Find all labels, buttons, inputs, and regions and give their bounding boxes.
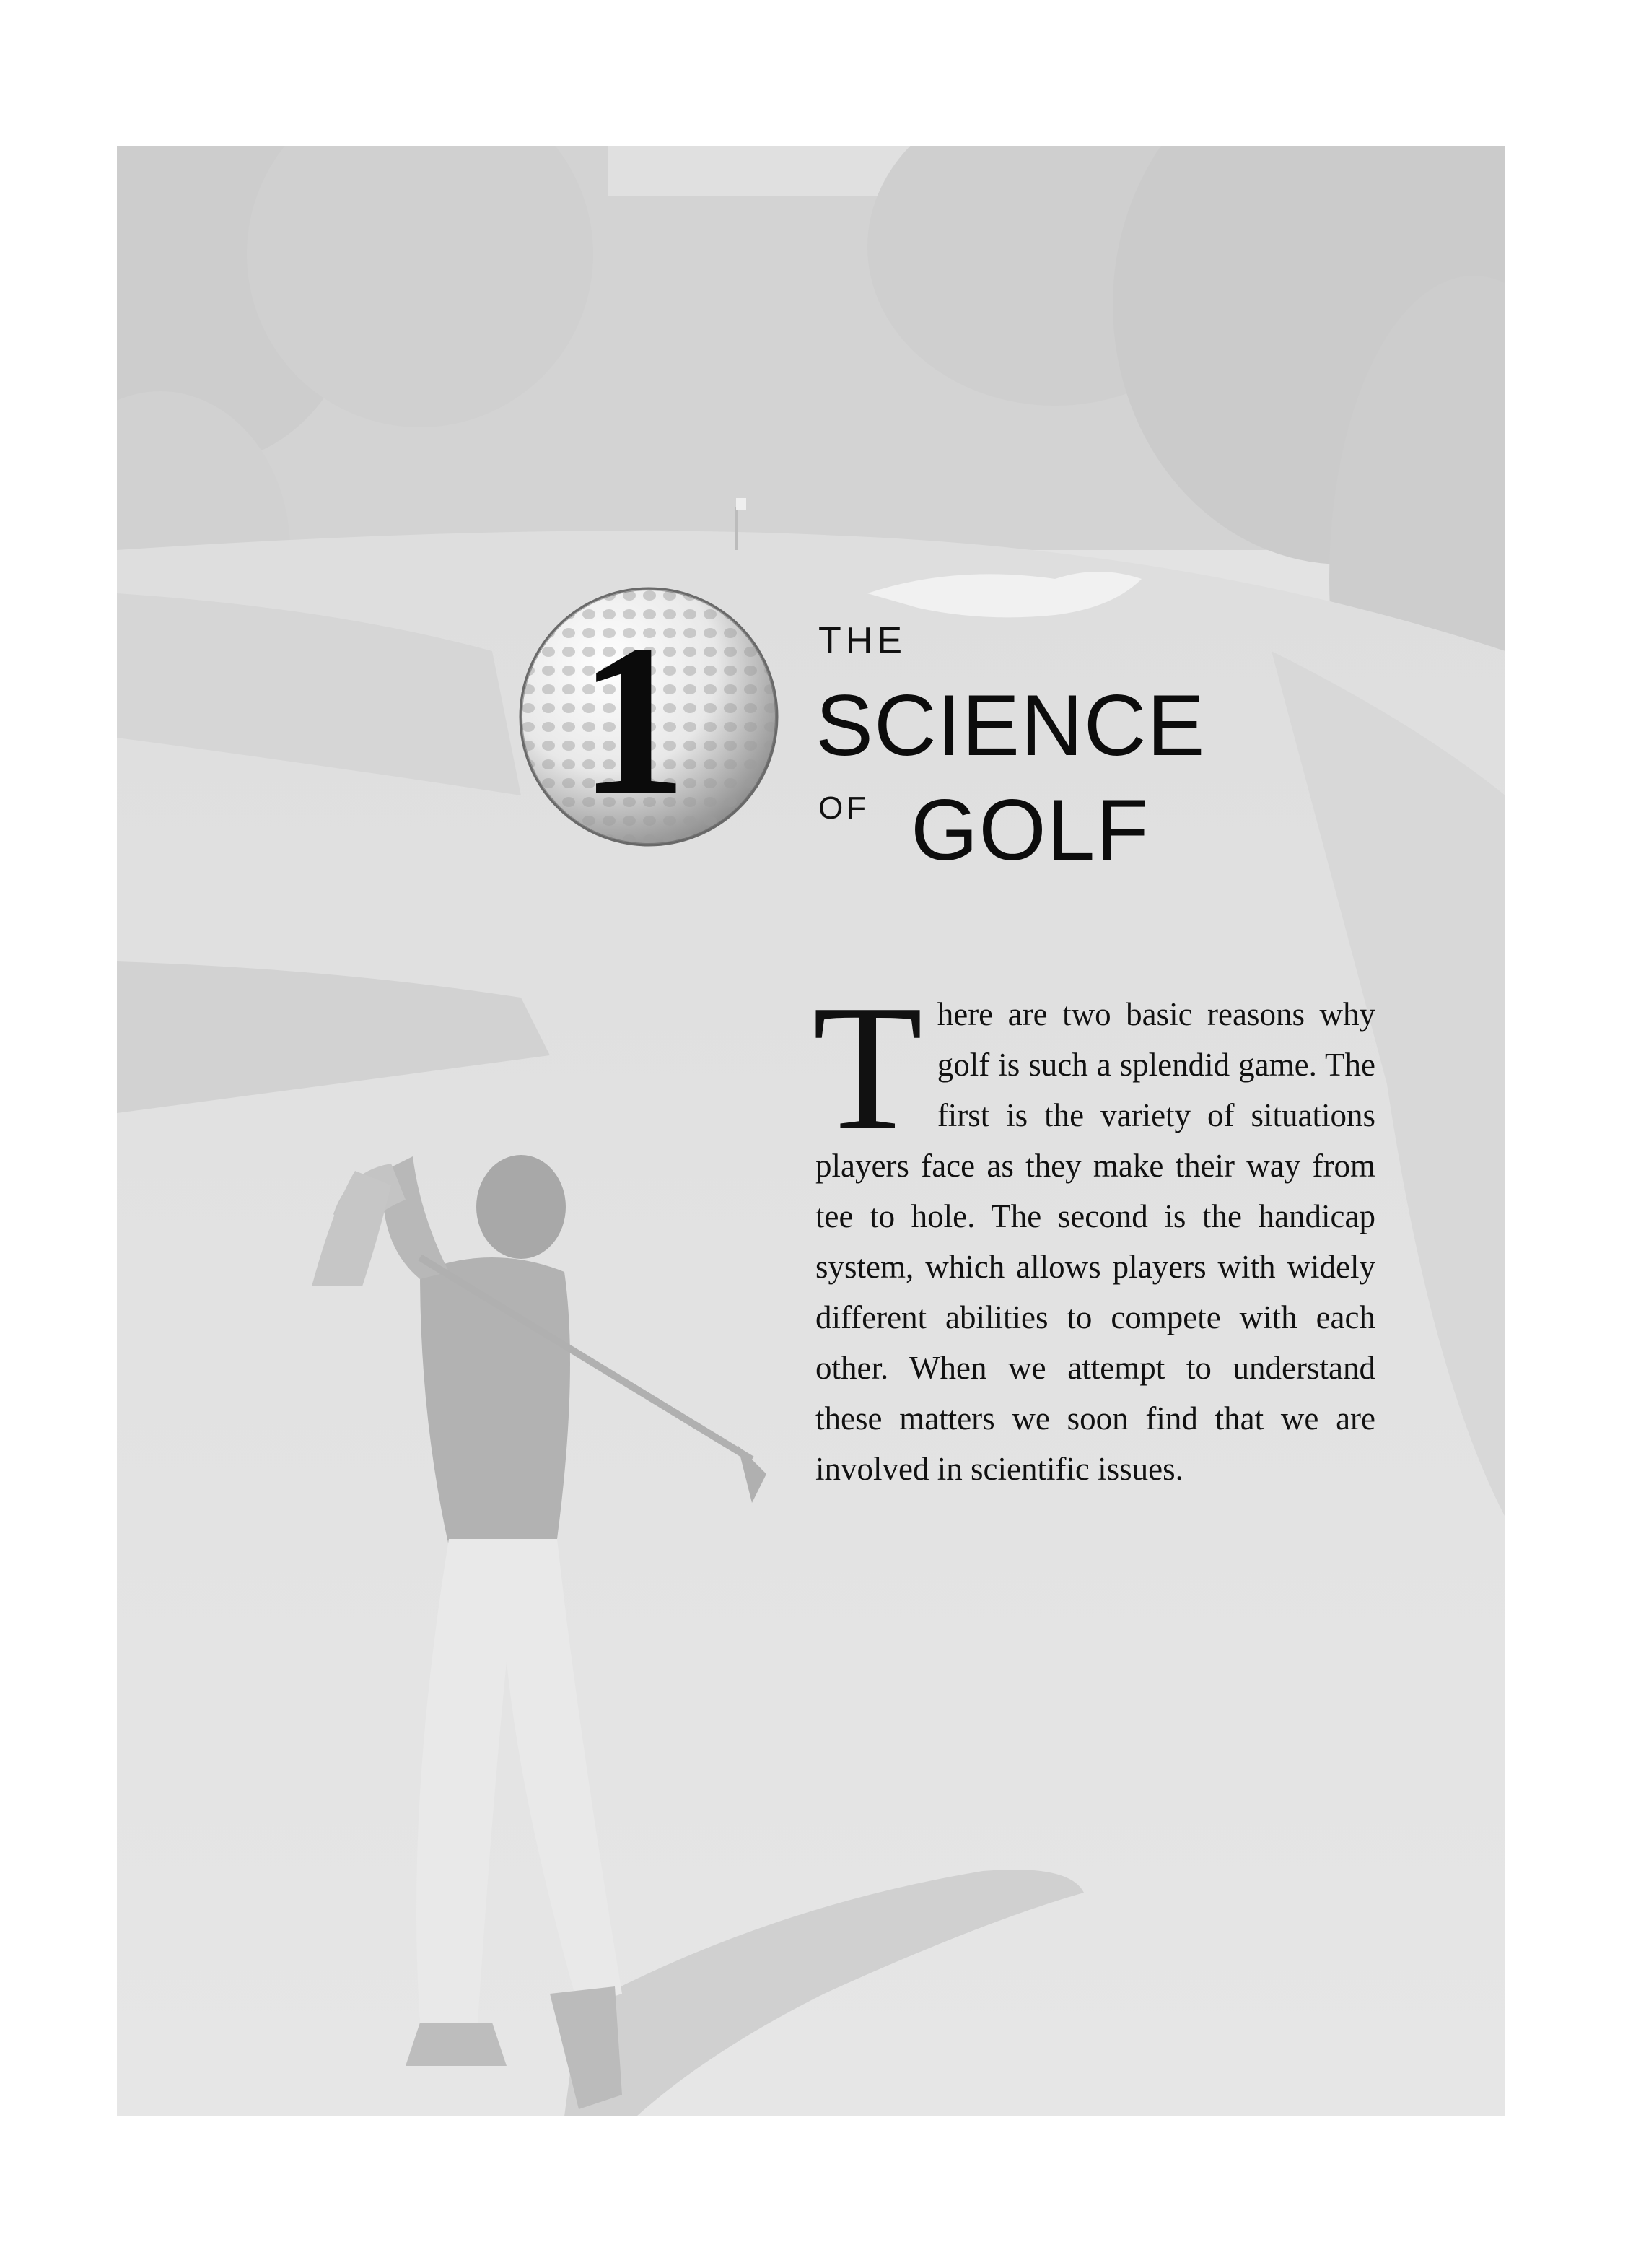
chapter-title-the: THE [818,620,906,662]
chapter-title-golf: GOLF [911,782,1150,878]
intro-text: here are two basic reasons why golf is such a splendid game. The first is the variety of situations players face as they make their way from tee to hole. The second is the handicap system, which allows players with widely different abilities to compete with each other. When we attempt to understand these matters we soon find that we are involved in scientific issues. [815,996,1375,1487]
chapter-title-of: OF [818,790,870,826]
drop-cap: T [813,968,923,1168]
chapter-title-science: SCIENCE [815,677,1206,774]
intro-paragraph [813,968,1375,1494]
chapter-number: 1 [579,600,687,839]
